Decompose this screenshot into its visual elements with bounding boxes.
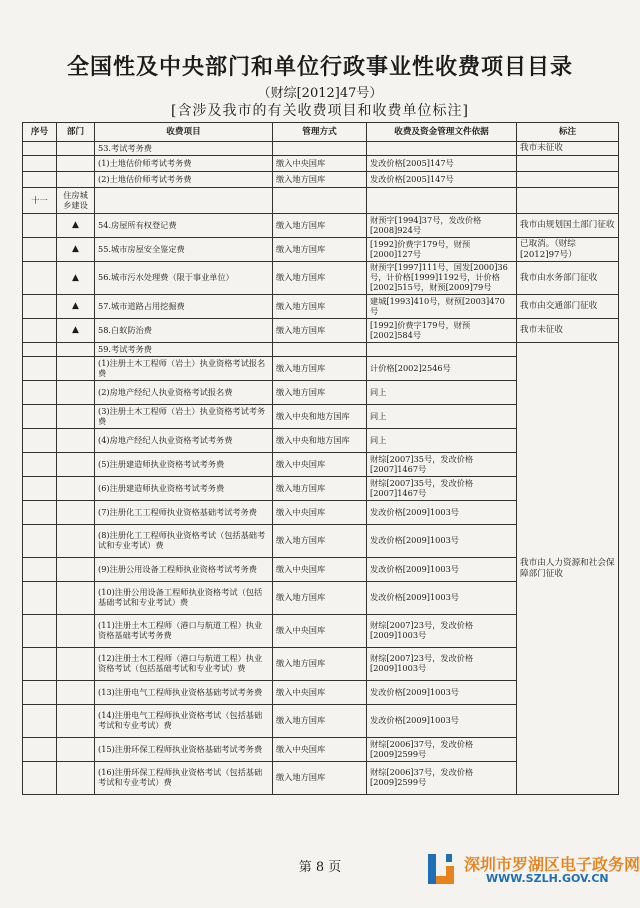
marker-icon: ▲ (57, 319, 95, 343)
cell-dept (57, 738, 95, 762)
luohu-logo-icon (426, 850, 460, 888)
cell-item: (1)注册土木工程师（岩土）执业资格考试报名费 (95, 357, 273, 381)
cell-mgmt: 缴入中央国库 (273, 738, 367, 762)
cell-basis: 财综[2007]35号，发改价格[2007]1467号 (367, 477, 517, 501)
cell-item: (15)注册环保工程师执业资格基础考试考务费 (95, 738, 273, 762)
table-row (23, 238, 619, 262)
cell-basis: 同上 (367, 381, 517, 405)
cell-basis: 财预字[1997]111号，国发[2000]36号，计价格[1999]1192号，计价格[2002]515号，财预[2009]79号 (367, 262, 517, 295)
cell-item: (3)注册土木工程师（岩土）执业资格考试考务费 (95, 405, 273, 429)
cell-basis: 发改价格[2009]1003号 (367, 501, 517, 525)
table-row (23, 156, 619, 172)
cell-note: 我市由交通部门征收 (517, 295, 619, 319)
cell-dept (57, 405, 95, 429)
cell-mgmt: 缴入中央国库 (273, 615, 367, 648)
cell-basis (367, 343, 517, 357)
table-row (23, 319, 619, 343)
cell-seq: 十一 (23, 188, 57, 214)
header-mgmt: 管理方式 (273, 123, 367, 142)
cell-dept (57, 156, 95, 172)
cell-note: 我市未征收 (517, 319, 619, 343)
cell-basis: 同上 (367, 429, 517, 453)
watermark-logo (426, 850, 640, 890)
marker-icon: ▲ (57, 214, 95, 238)
cell-item: (7)注册化工工程师执业资格基础考试考务费 (95, 501, 273, 525)
cell-basis (367, 188, 517, 214)
cell-mgmt: 缴入地方国库 (273, 705, 367, 738)
cell-seq (23, 172, 57, 188)
cell-item: (14)注册电气工程师执业资格考试（包括基础考试和专业考试）费 (95, 705, 273, 738)
cell-mgmt: 缴入地方国库 (273, 319, 367, 343)
cell-dept (57, 453, 95, 477)
cell-dept (57, 582, 95, 615)
cell-mgmt: 缴入地方国库 (273, 295, 367, 319)
cell-item: 57.城市道路占用挖掘费 (95, 295, 273, 319)
cell-item: 54.房屋所有权登记费 (95, 214, 273, 238)
cell-basis: 发改价格[2005]147号 (367, 172, 517, 188)
cell-basis: 财综[2007]23号，发改价格[2009]1003号 (367, 648, 517, 681)
cell-seq (23, 214, 57, 238)
cell-dept (57, 477, 95, 501)
cell-dept (57, 558, 95, 582)
cell-mgmt: 缴入中央和地方国库 (273, 405, 367, 429)
cell-basis: 建城[1993]410号，财预[2003]470号 (367, 295, 517, 319)
cell-mgmt: 缴入地方国库 (273, 214, 367, 238)
cell-item: 58.白蚁防治费 (95, 319, 273, 343)
cell-basis: 发改价格[2009]1003号 (367, 525, 517, 558)
cell-dept (57, 501, 95, 525)
cell-seq (23, 615, 57, 648)
cell-item: 56.城市污水处理费（限于事业单位） (95, 262, 273, 295)
cell-note: 已取消。（财综[2012]97号） (517, 238, 619, 262)
cell-basis: 同上 (367, 405, 517, 429)
cell-mgmt: 缴入地方国库 (273, 582, 367, 615)
fee-table (22, 122, 619, 795)
table-row (23, 295, 619, 319)
table-header-row (23, 123, 619, 142)
cell-mgmt: 缴入地方国库 (273, 477, 367, 501)
cell-seq (23, 156, 57, 172)
cell-dept (57, 357, 95, 381)
cell-seq (23, 681, 57, 705)
cell-mgmt: 缴入中央国库 (273, 681, 367, 705)
marker-icon: ▲ (57, 295, 95, 319)
header-note: 标注 (517, 123, 619, 142)
cell-item: (8)注册化工工程师执业资格考试（包括基础考试和专业考试）费 (95, 525, 273, 558)
table-row (23, 188, 619, 214)
header-item: 收费项目 (95, 123, 273, 142)
header-dept: 部门 (57, 123, 95, 142)
cell-seq (23, 262, 57, 295)
cell-dept (57, 429, 95, 453)
cell-note: 我市由规划国土部门征收 (517, 214, 619, 238)
cell-dept (57, 681, 95, 705)
cell-mgmt: 缴入地方国库 (273, 762, 367, 795)
cell-seq (23, 705, 57, 738)
cell-mgmt: 缴入地方国库 (273, 262, 367, 295)
cell-seq (23, 648, 57, 681)
cell-item: (5)注册建造师执业资格考试考务费 (95, 453, 273, 477)
cell-item: (6)注册建造师执业资格考试考务费 (95, 477, 273, 501)
cell-dept (57, 381, 95, 405)
cell-mgmt: 缴入地方国库 (273, 172, 367, 188)
header-basis: 收费及资金管理文件依据 (367, 123, 517, 142)
cell-basis: 发改价格[2005]147号 (367, 156, 517, 172)
cell-item: (4)房地产经纪人执业资格考试考务费 (95, 429, 273, 453)
cell-seq (23, 142, 57, 156)
cell-mgmt: 缴入地方国库 (273, 357, 367, 381)
cell-basis: 发改价格[2009]1003号 (367, 582, 517, 615)
cell-item: (1)土地估价师考试考务费 (95, 156, 273, 172)
cell-mgmt: 缴入地方国库 (273, 648, 367, 681)
cell-basis: 财综[2007]23号，发改价格[2009]1003号 (367, 615, 517, 648)
cell-note (517, 188, 619, 214)
cell-mgmt: 缴入中央和地方国库 (273, 429, 367, 453)
cell-basis: 发改价格[2009]1003号 (367, 558, 517, 582)
marker-icon: ▲ (57, 238, 95, 262)
table-row (23, 343, 619, 357)
cell-seq (23, 558, 57, 582)
cell-mgmt: 缴入中央国库 (273, 501, 367, 525)
cell-item: (13)注册电气工程师执业资格基础考试考务费 (95, 681, 273, 705)
document-subtitle: （财综[2012]47号） (257, 86, 383, 101)
table-row (23, 142, 619, 156)
cell-seq (23, 343, 57, 357)
cell-mgmt: 缴入中央国库 (273, 156, 367, 172)
cell-item: 55.城市房屋安全鉴定费 (95, 238, 273, 262)
cell-item: (16)注册环保工程师执业资格考试（包括基础考试和专业考试）费 (95, 762, 273, 795)
cell-dept: 住房城乡建设 (57, 188, 95, 214)
cell-item: (10)注册公用设备工程师执业资格考试（包括基础考试和专业考试）费 (95, 582, 273, 615)
cell-note: 我市由水务部门征收 (517, 262, 619, 295)
cell-mgmt: 缴入中央国库 (273, 558, 367, 582)
cell-note: 我市未征收 (517, 142, 619, 156)
cell-basis: 财综[2007]35号，发改价格[2007]1467号 (367, 453, 517, 477)
cell-seq (23, 762, 57, 795)
cell-item (95, 188, 273, 214)
cell-mgmt: 缴入地方国库 (273, 381, 367, 405)
cell-seq (23, 453, 57, 477)
cell-dept (57, 648, 95, 681)
watermark-url: WWW.SZLH.GOV.CN (486, 872, 609, 885)
cell-basis: 财预字[1994]37号，发改价格[2008]924号 (367, 214, 517, 238)
cell-seq (23, 381, 57, 405)
cell-seq (23, 525, 57, 558)
cell-basis: 财综[2006]37号，发改价格[2009]2599号 (367, 762, 517, 795)
cell-item: 53.考试考务费 (95, 142, 273, 156)
cell-seq (23, 501, 57, 525)
marker-icon: ▲ (57, 262, 95, 295)
cell-dept (57, 142, 95, 156)
cell-basis: 财综[2006]37号，发改价格[2009]2599号 (367, 738, 517, 762)
cell-basis: [1992]价费字179号，财预[2000]127号 (367, 238, 517, 262)
cell-basis: [1992]价费字179号，财预[2002]584号 (367, 319, 517, 343)
cell-mgmt: 缴入地方国库 (273, 525, 367, 558)
table-row (23, 214, 619, 238)
document-title: 全国性及中央部门和单位行政事业性收费项目目录 (66, 55, 573, 80)
cell-basis: 计价格[2002]2546号 (367, 357, 517, 381)
cell-basis (367, 142, 517, 156)
cell-seq (23, 738, 57, 762)
cell-dept (57, 705, 95, 738)
cell-basis: 发改价格[2009]1003号 (367, 705, 517, 738)
cell-seq (23, 319, 57, 343)
cell-item: (12)注册土木工程师（港口与航道工程）执业资格考试（包括基础考试和专业考试）费 (95, 648, 273, 681)
cell-note (517, 156, 619, 172)
table-row (23, 172, 619, 188)
cell-note-merged: 我市由人力资源和社会保障部门征收 (517, 343, 619, 795)
cell-dept (57, 172, 95, 188)
cell-item: 59.考试考务费 (95, 343, 273, 357)
cell-seq (23, 295, 57, 319)
cell-mgmt (273, 343, 367, 357)
cell-mgmt: 缴入地方国库 (273, 238, 367, 262)
table-row (23, 262, 619, 295)
cell-dept (57, 525, 95, 558)
cell-note (517, 172, 619, 188)
cell-seq (23, 429, 57, 453)
cell-seq (23, 405, 57, 429)
cell-seq (23, 357, 57, 381)
cell-seq (23, 582, 57, 615)
header-seq: 序号 (23, 123, 57, 142)
cell-item: (2)土地估价师考试考务费 (95, 172, 273, 188)
page-number: 第 8 页 (298, 860, 342, 875)
cell-seq (23, 238, 57, 262)
cell-mgmt (273, 142, 367, 156)
cell-mgmt (273, 188, 367, 214)
cell-item: (11)注册土木工程师（港口与航道工程）执业资格基础考试考务费 (95, 615, 273, 648)
cell-item: (2)房地产经纪人执业资格考试报名费 (95, 381, 273, 405)
cell-mgmt: 缴入中央国库 (273, 453, 367, 477)
scope-note: [含涉及我市的有关收费项目和收费单位标注] (171, 103, 469, 119)
cell-basis: 发改价格[2009]1003号 (367, 681, 517, 705)
cell-dept (57, 762, 95, 795)
cell-item: (9)注册公用设备工程师执业资格考试考务费 (95, 558, 273, 582)
cell-dept (57, 615, 95, 648)
watermark-name: 深圳市罗湖区电子政务网 (464, 855, 640, 874)
cell-seq (23, 477, 57, 501)
cell-dept (57, 343, 95, 357)
